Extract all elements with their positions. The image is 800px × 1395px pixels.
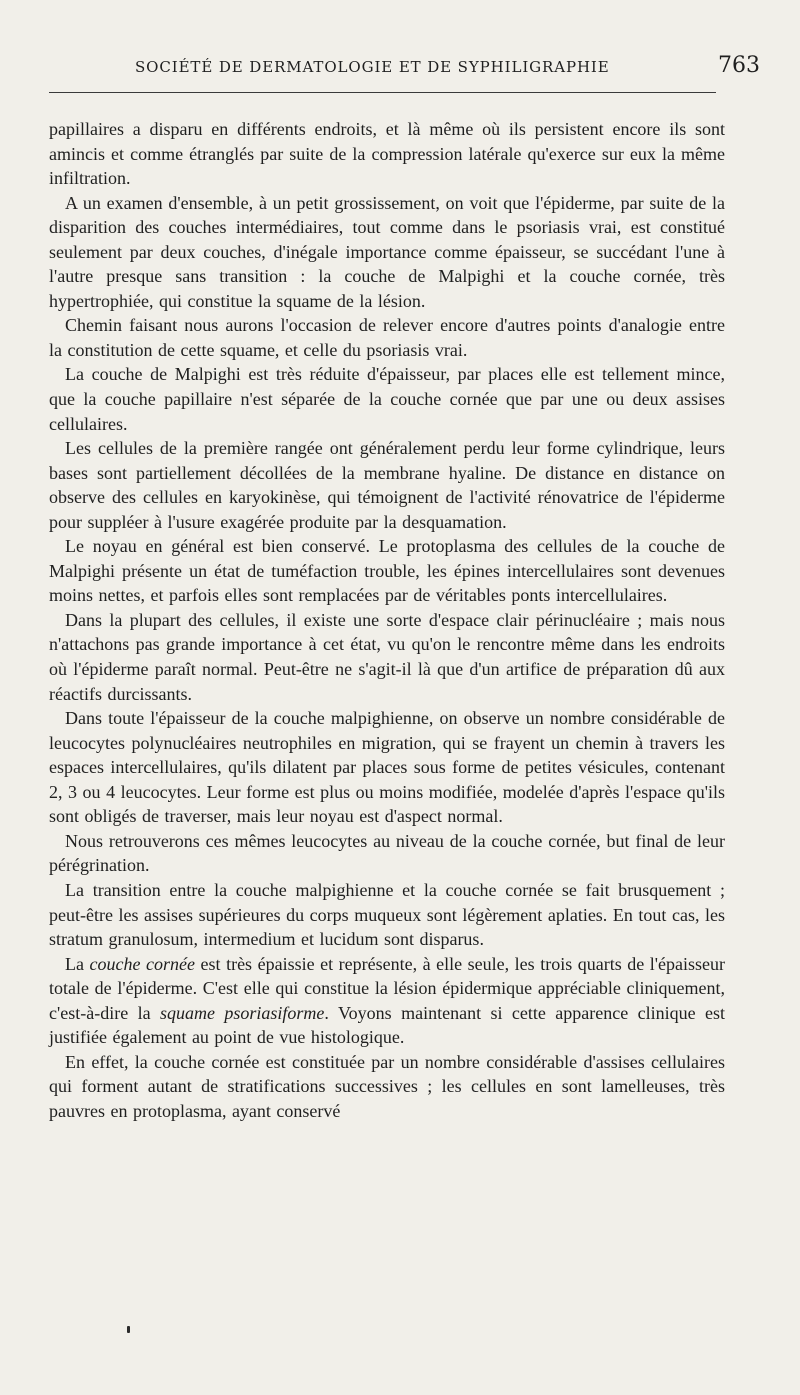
term-couche-cornee: couche cornée [89, 953, 196, 974]
paragraph-1: papillaires a disparu en différents endroits, et là même où ils persistent encore ils sont amincis et comme étranglés par suite de la compression latérale qu'exerce sur eux la même infiltration. [49, 119, 725, 189]
paragraph-4: La couche de Malpighi est très réduite d'épaisseur, par places elle est tellement mince, que la couche papillaire n'est séparée de la couche cornée que par une ou deux assises cellulaires. [49, 364, 725, 434]
page-number: 763 [718, 53, 760, 78]
running-title: SOCIÉTÉ DE DERMATOLOGIE ET DE SYPHILIGRAPHIE [135, 58, 610, 76]
paragraph-2: A un examen d'ensemble, à un petit grossissement, on voit que l'épiderme, par suite de la disparition des couches intermédiaires, tout comme dans le psoriasis vrai, est constitué seulement par deux couches, d'inégale importance comme épaisseur, se succédant l'une à l'autre presque sans transition : la couche de Malpighi et la couche cornée, très hypertrophiée, qui constitue la squame de la lésion. [49, 192, 725, 311]
term-squame-psoriasiforme: squame psoriasiforme [160, 1002, 325, 1023]
running-header [40, 53, 760, 88]
body-text [49, 117, 725, 1123]
header-rule [49, 92, 716, 93]
paragraph-12: En effet, la couche cornée est constituée par un nombre considérable d'assises cellulaires qui forment autant de stratifications successives ; les cellules en sont lamelleuses, très pauvres en protoplasma, ayant conservé [49, 1051, 725, 1121]
paragraph-11-lead: La [65, 953, 90, 974]
paragraph-7: Dans la plupart des cellules, il existe une sorte d'espace clair périnucléaire ; mais nous n'attachons pas grande importance à cet état, vu qu'on le rencontre même dans les endroits où l'épiderme paraît normal. Peut-être ne s'agit-il là que d'un artifice de préparation dû aux réactifs durcissants. [49, 609, 725, 704]
paragraph-5: Les cellules de la première rangée ont généralement perdu leur forme cylindrique, leurs bases sont partiellement décollées de la membrane hyaline. De distance en distance on observe des cellules en karyokinèse, qui témoignent de l'activité rénovatrice de l'épiderme pour suppléer à l'usure exagérée produite par la desquamation. [49, 438, 725, 532]
paragraph-3: Chemin faisant nous aurons l'occasion de relever encore d'autres points d'analogie entre la constitution de cette squame, et celle du psoriasis vrai. [49, 315, 725, 360]
paragraph-6: Le noyau en général est bien conservé. Le protoplasma des cellules de la couche de Malpighi présente un état de tuméfaction trouble, les épines intercellulaires sont devenues moins nettes, et parfois elles sont remplacées par de véritables ponts intercellulaires. [49, 536, 725, 606]
paragraph-11 [49, 952, 725, 1050]
paragraph-9: Nous retrouverons ces mêmes leucocytes au niveau de la couche cornée, but final de leur pérégrination. [49, 830, 725, 876]
ink-mark [127, 1326, 130, 1333]
paragraph-10: La transition entre la couche malpighienne et la couche cornée se fait brusquement ; peut-être les assises supérieures du corps muqueux sont légèrement aplaties. En tout cas, les stratum granulosum, intermedium et lucidum sont disparus. [49, 879, 725, 950]
paragraph-11-middle: est très épaissie et représente, à elle seule, les trois quarts de l'épaisseur totale de l'épiderme. C'est elle qui constitue la lésion épidermique appréciable cliniquement, c'est-à-dire la [49, 953, 725, 1023]
paragraph-8: Dans toute l'épaisseur de la couche malpighienne, on observe un nombre considérable de leucocytes polynucléaires neutrophiles en migration, qui se frayent un chemin à travers les espaces intercellulaires, qu'ils dilatent par places sous forme de petites vésicules, contenant 2, 3 ou 4 leucocytes. Leur forme est plus ou moins modifiée, modelée d'après l'espace qu'ils sont obligés de traverser, mais leur noyau est d'aspect normal. [49, 708, 725, 827]
paragraph-11-tail: . Voyons maintenant si cette apparence clinique est justifiée également au point de vue histologique. [49, 1002, 725, 1048]
